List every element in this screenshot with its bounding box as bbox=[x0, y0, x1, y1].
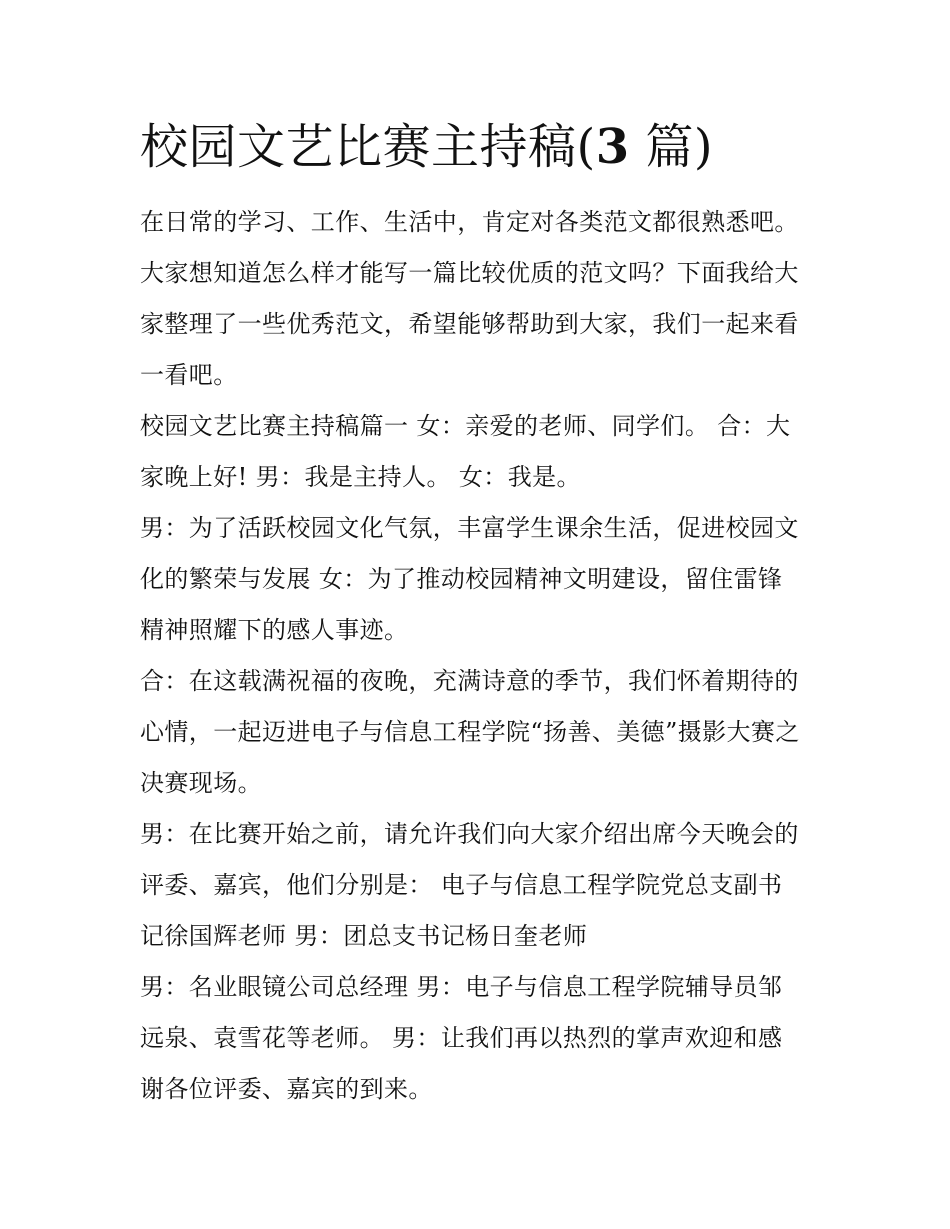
text-line: 男：在比赛开始之前，请允许我们向大家介绍出席今天晚会的 bbox=[140, 820, 799, 848]
text-line: 校园文艺比赛主持稿篇一 女：亲爱的老师、同学们。 合：大 bbox=[140, 412, 791, 440]
text-line: 男：名业眼镜公司总经理 男：电子与信息工程学院辅导员邹 bbox=[140, 973, 783, 1001]
text-line: 谢各位评委、嘉宾的到来。 bbox=[140, 1075, 433, 1103]
paragraph-opening bbox=[140, 401, 820, 503]
paragraph-together bbox=[140, 656, 820, 809]
text-line: 远泉、袁雪花等老师。 男：让我们再以热烈的掌声欢迎和感 bbox=[140, 1024, 783, 1052]
text-line: 大家想知道怎么样才能写一篇比较优质的范文吗？下面我给大 bbox=[140, 259, 799, 287]
text-line: 决赛现场。 bbox=[140, 769, 262, 797]
title-number: 3 bbox=[595, 119, 630, 175]
text-line: 化的繁荣与发展 女：为了推动校园精神文明建设，留住雷锋 bbox=[140, 565, 783, 593]
text-line: 在日常的学习、工作、生活中，肯定对各类范文都很熟悉吧。 bbox=[140, 208, 799, 236]
paragraph-purpose bbox=[140, 503, 820, 656]
paragraph-judges bbox=[140, 809, 820, 962]
title-suffix: 篇) bbox=[629, 119, 714, 175]
text-line: 评委、嘉宾，他们分别是： 电子与信息工程学院党总支副书 bbox=[140, 871, 783, 899]
document-body bbox=[140, 197, 820, 1115]
document-title bbox=[140, 112, 840, 182]
text-line: 记徐国辉老师 男：团总支书记杨日奎老师 bbox=[140, 922, 588, 950]
paragraph-intro bbox=[140, 197, 820, 401]
text-line: 家晚上好! 男：我是主持人。 女：我是。 bbox=[140, 463, 581, 491]
text-line: 家整理了一些优秀范文，希望能够帮助到大家，我们一起来看 bbox=[140, 310, 799, 338]
paragraph-guests bbox=[140, 962, 820, 1115]
title-prefix: 校园文艺比赛主持稿( bbox=[140, 119, 596, 175]
text-line: 心情，一起迈进电子与信息工程学院“扬善、美德”摄影大赛之 bbox=[140, 718, 800, 746]
text-line: 合：在这载满祝福的夜晚，充满诗意的季节，我们怀着期待的 bbox=[140, 667, 799, 695]
text-line: 一看吧。 bbox=[140, 361, 238, 389]
text-line: 精神照耀下的感人事迹。 bbox=[140, 616, 409, 644]
text-line: 男：为了活跃校园文化气氛，丰富学生课余生活，促进校园文 bbox=[140, 514, 799, 542]
